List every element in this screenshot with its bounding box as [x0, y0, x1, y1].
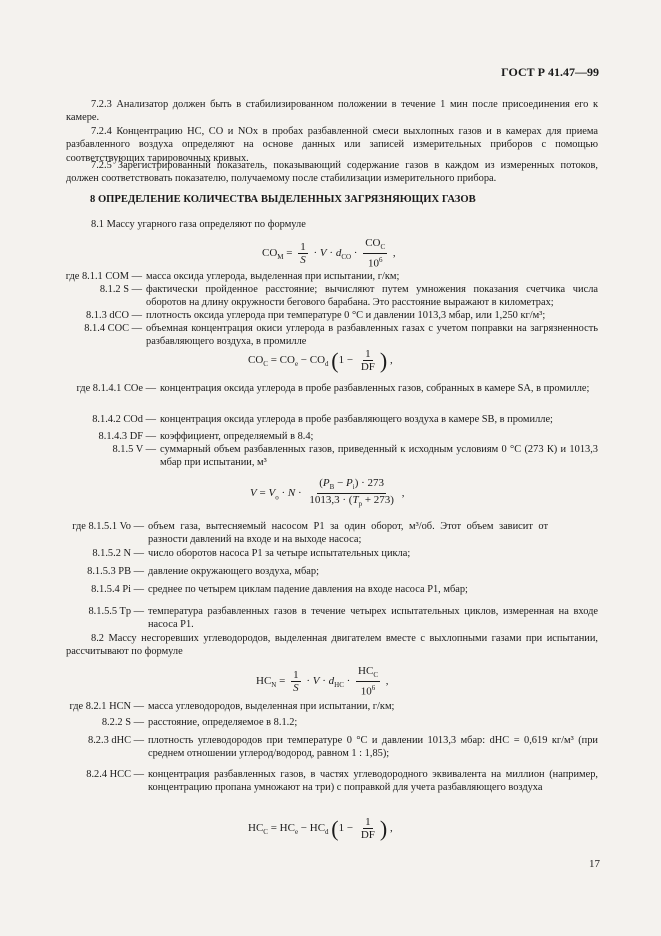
formula-hcc: $HC_C = HC_e - HC_d$ (1 − $\frac{1}{DF}$ ) , — [248, 815, 393, 841]
def-text: объем газа, вытесняемый насосом P1 за один оборот, м³/об. Этот объем зависит от разности давлений на входе и на выходе насоса; — [148, 521, 548, 546]
def-text: масса углеводородов, выделенная при испытании, г/км; — [148, 701, 395, 712]
def-text: концентрация оксида углерода в пробе разбавленных газов, собранных в камере SA, в промилле; — [160, 383, 590, 394]
paragraph-8-1: 8.1 Массу угарного газа определяют по формуле — [91, 219, 306, 230]
def-label: 8.1.5 V — — [112, 444, 156, 455]
def-label: 8.1.5.4 Pi — — [91, 584, 144, 595]
def-label: 8.2.4 HCC — — [86, 769, 144, 780]
def-label: 8.1.5.3 PB — — [87, 566, 144, 577]
definitions-8-1-4 — [0, 382, 661, 472]
def-text: число оборотов насоса P1 за четыре испытательных цикла; — [148, 548, 411, 559]
formula-coc: $CO_C = CO_e - CO_d$ (1 − $\frac{1}{DF}$ ) , — [248, 347, 393, 373]
formula-com: $CO_M$ = $\frac{1}{S}$ · $V \cdot d_{CO}$ · $\frac{CO_C}{10^6}$ , — [262, 237, 396, 270]
def-text: плотность углеводородов при температуре 0 °С и давлении 1013,3 мбар: dHC = 0,619 кг/м³ (при среднем отношении углерод/водород, равном 1 : 1,85); — [148, 735, 598, 760]
def-text: давление окружающего воздуха, мбар; — [148, 566, 319, 577]
paragraph-7-2-3: 7.2.3 Анализатор должен быть в стабилизированном положении в течение 1 мин после присоединения его к камере. — [66, 99, 598, 124]
formula-hcn: $HC_N$ = $\frac{1}{S}$ · $V \cdot d_{HC}$ · $\frac{HC_C}{10^6}$ , — [256, 665, 389, 698]
def-text: суммарный объем разбавленных газов, приведенный к исходным условиям 0 °С (273 К) и 1013,3 мбар при испытании, м³ — [160, 444, 598, 469]
paragraph-7-2-4: 7.2.4 Концентрацию НС, СО и NOx в пробах разбавленной смеси выхлопных газов и в камерах для приема разбавленного воздуха определяют на основе данных или записей измерительных приборов с помощью соответствующих тарировочных кривых. — [66, 126, 598, 164]
def-text: расстояние, определяемое в 8.1.2; — [148, 717, 298, 728]
formula-v: $V = V_o \cdot N$ · $\frac{(P_B - P_i) \cdot 273}{1013,3 \cdot (T_p + 273)}$ , — [250, 477, 405, 509]
document-header: ГОСТ Р 41.47—99 — [501, 65, 599, 79]
def-text: объемная концентрация окиси углерода в разбавленных газах с учетом поправки на загрязненность разбавляющего воздуха, в промилле — [146, 323, 598, 348]
def-text: концентрация оксида углерода в пробе разбавляющего воздуха в камере SB, в промилле; — [160, 414, 553, 425]
def-label: 8.1.2 S — — [99, 284, 142, 295]
def-text: среднее по четырем циклам падение давления на входе насоса P1, мбар; — [148, 584, 468, 595]
def-label: 8.2.2 S — — [101, 717, 144, 728]
def-label: где 8.1.4.1 COe — — [76, 383, 156, 394]
page-number: 17 — [589, 858, 600, 870]
def-text: коэффициент, определяемый в 8.4; — [160, 431, 314, 442]
def-label: 8.1.3 dCO — — [86, 310, 142, 321]
definitions-8-1-5 — [0, 520, 661, 640]
def-label: где 8.1.1 COM — — [65, 271, 142, 282]
def-text: концентрация разбавленных газов, в частях углеводородного эквивалента на миллион (например, концентрацию пропана умножают на три) с поправкой для учета разбавляющего воздуха — [148, 769, 598, 794]
def-label: 8.1.5.2 N — — [92, 548, 144, 559]
def-text: масса оксида углерода, выделенная при испытании, г/км; — [146, 271, 400, 282]
def-label: 8.2.3 dHC — — [88, 735, 144, 746]
def-label: где 8.2.1 HCN — — [69, 701, 144, 712]
paragraph-7-2-5: 7.2.5 Зарегистрированный показатель, показывающий содержание газов в каждом из измеренных потоков, должен соответствовать показателю, получаемому после стабилизации измерительного прибора. — [66, 160, 598, 185]
def-text: температура разбавленных газов в течение четырех испытательных циклов, измеренная на входе насоса P1. — [148, 606, 598, 631]
def-label: 8.1.4.2 COd — — [92, 414, 156, 425]
def-label: 8.1.4 COC — — [84, 323, 142, 334]
definitions-8-2 — [0, 700, 661, 820]
def-label: где 8.1.5.1 Vo — — [72, 521, 144, 532]
paragraph-8-2: 8.2 Массу несгоревших углеводородов, выделенная двигателем вместе с выхлопными газами при испытании, рассчитывают по формуле — [66, 633, 598, 658]
section-heading-8: 8 ОПРЕДЕЛЕНИЕ КОЛИЧЕСТВА ВЫДЕЛЕННЫХ ЗАГРЯЗНЯЮЩИХ ГАЗОВ — [90, 194, 476, 205]
def-text: плотность оксида углерода при температуре 0 °С и давлении 1013,3 мбар, или 1,250 кг/м³; — [146, 310, 546, 321]
def-label: 8.1.4.3 DF — — [98, 431, 156, 442]
def-text: фактически пройденное расстояние; вычисляют путем умножения показания счетчика числа оборотов на длину окружности бегового барабана. Это расстояние выражают в километрах; — [146, 284, 598, 309]
def-label: 8.1.5.5 Tp — — [88, 606, 144, 617]
definitions-8-1 — [0, 270, 661, 350]
